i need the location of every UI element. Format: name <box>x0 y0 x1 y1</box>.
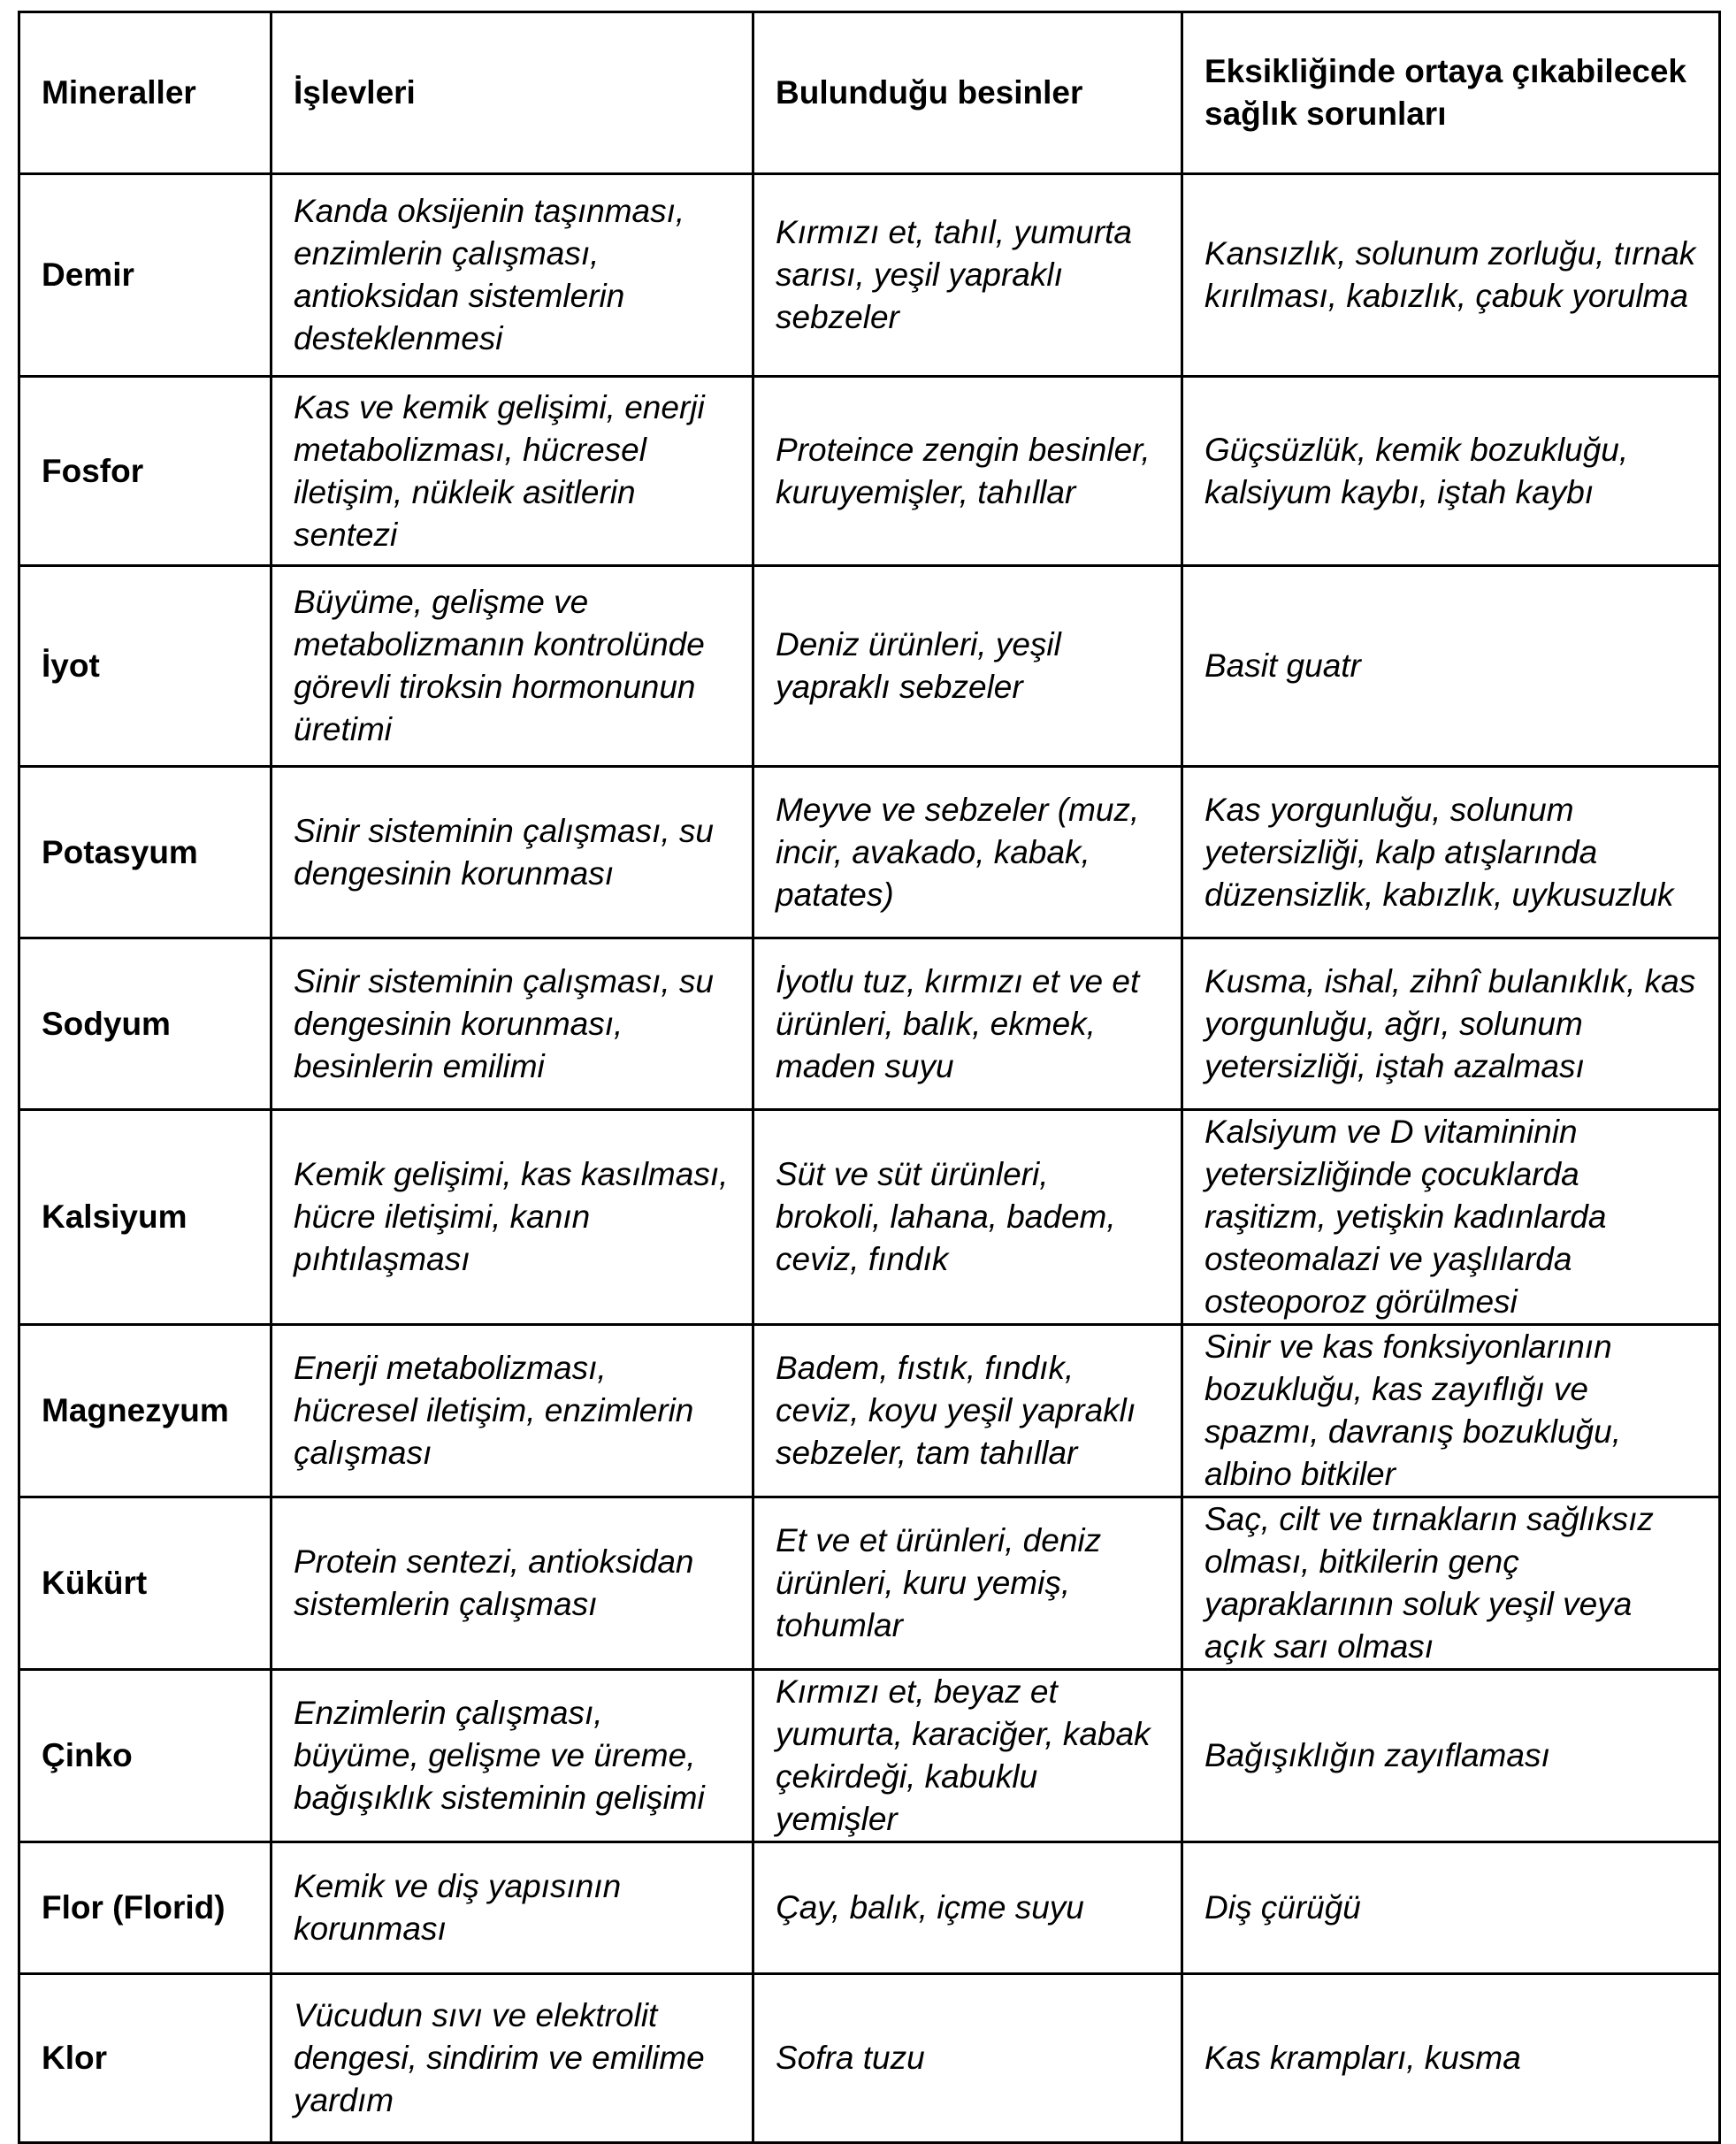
mineral-deficiency: Basit guatr <box>1182 566 1720 767</box>
mineral-deficiency: Kalsiyum ve D vitamininin yetersizliğinde çocuklarda raşitizm, yetişkin kadınlarda osteomalazi ve yaşlılarda osteoporoz görülmesi <box>1182 1110 1720 1325</box>
mineral-foods: Çay, balık, içme suyu <box>753 1842 1182 1974</box>
table-row <box>19 377 1720 566</box>
mineral-foods: İyotlu tuz, kırmızı et ve et ürünleri, balık, ekmek, maden suyu <box>753 938 1182 1110</box>
mineral-name: Sodyum <box>19 938 271 1110</box>
mineral-name: Kükürt <box>19 1497 271 1670</box>
mineral-foods: Süt ve süt ürünleri, brokoli, lahana, badem, ceviz, fındık <box>753 1110 1182 1325</box>
mineral-functions: Sinir sisteminin çalışması, su dengesinin korunması, besinlerin emilimi <box>271 938 753 1110</box>
mineral-foods: Kırmızı et, beyaz et yumurta, karaciğer, kabak çekirdeği, kabuklu yemişler <box>753 1670 1182 1842</box>
mineral-deficiency: Kas yorgunluğu, solunum yetersizliği, kalp atışlarında düzensizlik, kabızlık, uykusuzluk <box>1182 767 1720 938</box>
mineral-functions: Enerji metabolizması, hücresel iletişim, enzimlerin çalışması <box>271 1325 753 1497</box>
mineral-functions: Sinir sisteminin çalışması, su dengesinin korunması <box>271 767 753 938</box>
table-row <box>19 1842 1720 1974</box>
header-foods: Bulunduğu besinler <box>753 12 1182 174</box>
mineral-name: Kalsiyum <box>19 1110 271 1325</box>
mineral-deficiency: Kansızlık, solunum zorluğu, tırnak kırılması, kabızlık, çabuk yorulma <box>1182 174 1720 377</box>
mineral-foods: Et ve et ürünleri, deniz ürünleri, kuru yemiş, tohumlar <box>753 1497 1182 1670</box>
header-deficiency: Eksikliğinde ortaya çıkabilecek sağlık sorunları <box>1182 12 1720 174</box>
mineral-name: Flor (Florid) <box>19 1842 271 1974</box>
mineral-functions: Protein sentezi, antioksidan sistemlerin çalışması <box>271 1497 753 1670</box>
mineral-name: Magnezyum <box>19 1325 271 1497</box>
mineral-functions: Kemik gelişimi, kas kasılması, hücre iletişimi, kanın pıhtılaşması <box>271 1110 753 1325</box>
mineral-name: İyot <box>19 566 271 767</box>
mineral-functions: Kanda oksijenin taşınması, enzimlerin çalışması, antioksidan sistemlerin desteklenmesi <box>271 174 753 377</box>
mineral-name: Demir <box>19 174 271 377</box>
mineral-foods: Proteince zengin besinler, kuruyemişler, tahıllar <box>753 377 1182 566</box>
mineral-deficiency: Diş çürüğü <box>1182 1842 1720 1974</box>
mineral-deficiency: Sinir ve kas fonksiyonlarının bozukluğu, kas zayıflığı ve spazmı, davranış bozukluğu, albino bitkiler <box>1182 1325 1720 1497</box>
table-row <box>19 1325 1720 1497</box>
mineral-deficiency: Saç, cilt ve tırnakların sağlıksız olması, bitkilerin genç yapraklarının soluk yeşil veya açık sarı olması <box>1182 1497 1720 1670</box>
mineral-deficiency: Güçsüzlük, kemik bozukluğu, kalsiyum kaybı, iştah kaybı <box>1182 377 1720 566</box>
table-row <box>19 1670 1720 1842</box>
mineral-name: Fosfor <box>19 377 271 566</box>
mineral-name: Çinko <box>19 1670 271 1842</box>
mineral-foods: Meyve ve sebzeler (muz, incir, avakado, kabak, patates) <box>753 767 1182 938</box>
mineral-name: Klor <box>19 1974 271 2143</box>
mineral-functions: Vücudun sıvı ve elektrolit dengesi, sindirim ve emilime yardım <box>271 1974 753 2143</box>
mineral-functions: Enzimlerin çalışması, büyüme, gelişme ve üreme, bağışıklık sisteminin gelişimi <box>271 1670 753 1842</box>
mineral-foods: Sofra tuzu <box>753 1974 1182 2143</box>
table-row <box>19 174 1720 377</box>
mineral-functions: Büyüme, gelişme ve metabolizmanın kontrolünde görevli tiroksin hormonunun üretimi <box>271 566 753 767</box>
table-row <box>19 1110 1720 1325</box>
mineral-functions: Kemik ve diş yapısının korunması <box>271 1842 753 1974</box>
mineral-foods: Badem, fıstık, fındık, ceviz, koyu yeşil yapraklı sebzeler, tam tahıllar <box>753 1325 1182 1497</box>
mineral-name: Potasyum <box>19 767 271 938</box>
mineral-foods: Deniz ürünleri, yeşil yapraklı sebzeler <box>753 566 1182 767</box>
header-row <box>19 12 1720 174</box>
table-row <box>19 1497 1720 1670</box>
header-minerals: Mineraller <box>19 12 271 174</box>
mineral-deficiency: Kusma, ishal, zihnî bulanıklık, kas yorgunluğu, ağrı, solunum yetersizliği, iştah azalması <box>1182 938 1720 1110</box>
table-row <box>19 938 1720 1110</box>
table-row <box>19 566 1720 767</box>
mineral-foods: Kırmızı et, tahıl, yumurta sarısı, yeşil yapraklı sebzeler <box>753 174 1182 377</box>
mineral-functions: Kas ve kemik gelişimi, enerji metabolizması, hücresel iletişim, nükleik asitlerin sentezi <box>271 377 753 566</box>
mineral-deficiency: Kas krampları, kusma <box>1182 1974 1720 2143</box>
table-row <box>19 767 1720 938</box>
table-row <box>19 1974 1720 2143</box>
minerals-table <box>18 11 1721 2144</box>
header-functions: İşlevleri <box>271 12 753 174</box>
mineral-deficiency: Bağışıklığın zayıflaması <box>1182 1670 1720 1842</box>
